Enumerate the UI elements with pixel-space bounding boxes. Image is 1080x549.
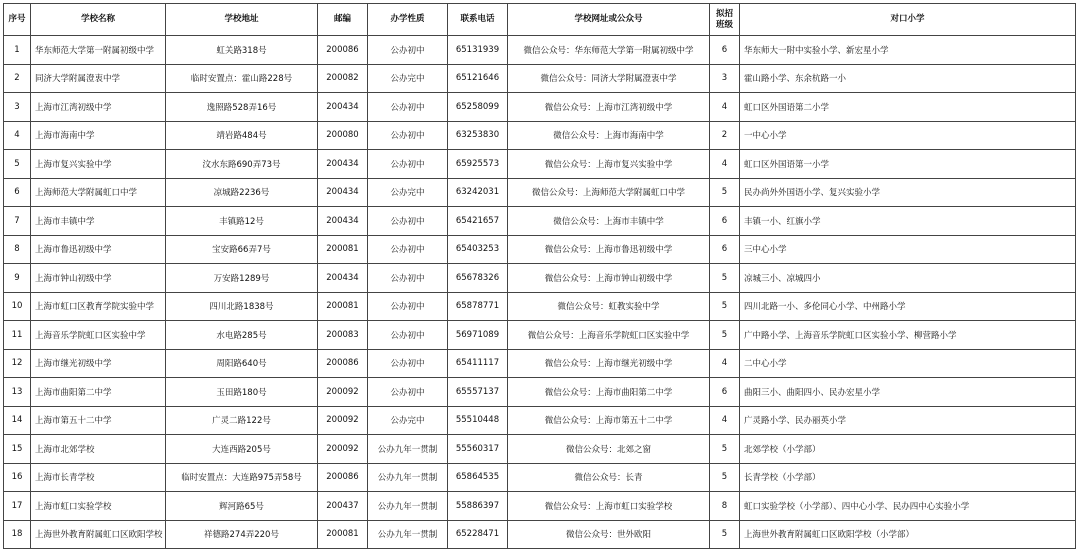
- cell-website: 微信公众号：上海音乐学院虹口区实验中学: [508, 321, 710, 350]
- cell-index: 5: [4, 150, 31, 179]
- cell-classes: 4: [710, 406, 740, 435]
- cell-primary-school: 广灵路小学、民办丽英小学: [740, 406, 1076, 435]
- cell-website: 微信公众号：上海市第五十二中学: [508, 406, 710, 435]
- cell-index: 16: [4, 463, 31, 492]
- cell-postcode: 200434: [318, 150, 368, 179]
- cell-school-type: 公办九年一贯制: [368, 435, 448, 464]
- cell-school-address: 临时安置点：霍山路228号: [166, 64, 318, 93]
- cell-website: 微信公众号：上海师范大学附属虹口中学: [508, 178, 710, 207]
- cell-phone: 65925573: [448, 150, 508, 179]
- table-row: [4, 178, 1076, 207]
- cell-index: 17: [4, 492, 31, 521]
- cell-postcode: 200092: [318, 435, 368, 464]
- cell-classes: 4: [710, 93, 740, 122]
- cell-index: 3: [4, 93, 31, 122]
- cell-primary-school: 三中心小学: [740, 235, 1076, 264]
- cell-phone: 63242031: [448, 178, 508, 207]
- cell-school-address: 虹关路318号: [166, 36, 318, 65]
- cell-primary-school: 霍山路小学、东余杭路一小: [740, 64, 1076, 93]
- cell-classes: 2: [710, 121, 740, 150]
- cell-phone: 65121646: [448, 64, 508, 93]
- table-row: [4, 378, 1076, 407]
- cell-phone: 65403253: [448, 235, 508, 264]
- cell-postcode: 200086: [318, 463, 368, 492]
- cell-index: 2: [4, 64, 31, 93]
- cell-index: 10: [4, 292, 31, 321]
- header-index: 序号: [4, 4, 31, 36]
- cell-primary-school: 虹口区外国语第一小学: [740, 150, 1076, 179]
- cell-school-type: 公办九年一贯制: [368, 463, 448, 492]
- cell-school-address: 丰镇路12号: [166, 207, 318, 236]
- header-website: 学校网址或公众号: [508, 4, 710, 36]
- table-row: [4, 264, 1076, 293]
- cell-postcode: 200086: [318, 36, 368, 65]
- table-row: [4, 292, 1076, 321]
- cell-school-address: 凉城路2236号: [166, 178, 318, 207]
- cell-school-type: 公办初中: [368, 150, 448, 179]
- cell-postcode: 200086: [318, 349, 368, 378]
- cell-phone: 65878771: [448, 292, 508, 321]
- cell-classes: 6: [710, 207, 740, 236]
- cell-classes: 5: [710, 435, 740, 464]
- cell-school-name: 上海市海南中学: [31, 121, 166, 150]
- cell-classes: 4: [710, 150, 740, 179]
- cell-school-address: 玉田路180号: [166, 378, 318, 407]
- cell-website: 微信公众号：上海市复兴实验中学: [508, 150, 710, 179]
- cell-school-type: 公办初中: [368, 264, 448, 293]
- cell-phone: 65678326: [448, 264, 508, 293]
- cell-primary-school: 四川北路一小、多伦同心小学、中州路小学: [740, 292, 1076, 321]
- cell-website: 微信公众号：上海市钟山初级中学: [508, 264, 710, 293]
- cell-classes: 6: [710, 36, 740, 65]
- table-row: [4, 321, 1076, 350]
- cell-primary-school: 虹口实验学校（小学部）、四中心小学、民办四中心实验小学: [740, 492, 1076, 521]
- cell-primary-school: 一中心小学: [740, 121, 1076, 150]
- cell-index: 6: [4, 178, 31, 207]
- cell-school-type: 公办初中: [368, 93, 448, 122]
- cell-postcode: 200434: [318, 264, 368, 293]
- table-body: [4, 36, 1076, 549]
- cell-school-type: 公办初中: [368, 235, 448, 264]
- table-row: [4, 463, 1076, 492]
- cell-postcode: 200092: [318, 406, 368, 435]
- cell-classes: 8: [710, 492, 740, 521]
- cell-postcode: 200081: [318, 520, 368, 549]
- cell-classes: 5: [710, 292, 740, 321]
- cell-primary-school: 华东师大一附中实验小学、新宏星小学: [740, 36, 1076, 65]
- cell-school-type: 公办初中: [368, 121, 448, 150]
- cell-school-type: 公办九年一贯制: [368, 492, 448, 521]
- cell-phone: 63253830: [448, 121, 508, 150]
- cell-school-address: 逸照路528弄16号: [166, 93, 318, 122]
- cell-school-address: 祥德路274弄220号: [166, 520, 318, 549]
- cell-school-name: 华东师范大学第一附属初级中学: [31, 36, 166, 65]
- cell-index: 12: [4, 349, 31, 378]
- cell-phone: 55886397: [448, 492, 508, 521]
- cell-index: 9: [4, 264, 31, 293]
- cell-school-name: 上海市鲁迅初级中学: [31, 235, 166, 264]
- cell-classes: 4: [710, 349, 740, 378]
- cell-website: 微信公众号：长青: [508, 463, 710, 492]
- cell-school-name: 上海市虹口实验学校: [31, 492, 166, 521]
- cell-school-address: 广灵二路122号: [166, 406, 318, 435]
- cell-website: 微信公众号：虹教实验中学: [508, 292, 710, 321]
- cell-school-name: 上海市钟山初级中学: [31, 264, 166, 293]
- cell-school-name: 上海世外教育附属虹口区欧阳学校: [31, 520, 166, 549]
- cell-postcode: 200081: [318, 292, 368, 321]
- cell-postcode: 200083: [318, 321, 368, 350]
- cell-website: 微信公众号：上海市继光初级中学: [508, 349, 710, 378]
- cell-postcode: 200081: [318, 235, 368, 264]
- table-row: [4, 36, 1076, 65]
- cell-index: 18: [4, 520, 31, 549]
- cell-primary-school: 虹口区外国语第二小学: [740, 93, 1076, 122]
- table-row: [4, 235, 1076, 264]
- cell-classes: 5: [710, 178, 740, 207]
- cell-school-address: 辉河路65号: [166, 492, 318, 521]
- table-row: [4, 349, 1076, 378]
- header-classes: 拟招 班级: [710, 4, 740, 36]
- school-table-container: [3, 3, 1075, 549]
- cell-school-address: 周阳路640号: [166, 349, 318, 378]
- cell-classes: 5: [710, 463, 740, 492]
- cell-website: 微信公众号：上海市虹口实验学校: [508, 492, 710, 521]
- cell-website: 微信公众号：华东师范大学第一附属初级中学: [508, 36, 710, 65]
- cell-school-address: 临时安置点：大连路975弄58号: [166, 463, 318, 492]
- cell-postcode: 200437: [318, 492, 368, 521]
- cell-phone: 55560317: [448, 435, 508, 464]
- cell-classes: 6: [710, 378, 740, 407]
- cell-website: 微信公众号：上海市曲阳第二中学: [508, 378, 710, 407]
- cell-school-name: 上海市继光初级中学: [31, 349, 166, 378]
- cell-school-name: 上海市第五十二中学: [31, 406, 166, 435]
- table-row: [4, 406, 1076, 435]
- cell-website: 微信公众号：北郊之窗: [508, 435, 710, 464]
- cell-school-type: 公办完中: [368, 64, 448, 93]
- cell-school-name: 上海市虹口区教育学院实验中学: [31, 292, 166, 321]
- cell-postcode: 200434: [318, 93, 368, 122]
- cell-phone: 65131939: [448, 36, 508, 65]
- header-phone: 联系电话: [448, 4, 508, 36]
- header-primary-school: 对口小学: [740, 4, 1076, 36]
- cell-school-name: 上海音乐学院虹口区实验中学: [31, 321, 166, 350]
- cell-school-name: 同济大学附属澄衷中学: [31, 64, 166, 93]
- cell-postcode: 200092: [318, 378, 368, 407]
- cell-school-address: 靖岩路484号: [166, 121, 318, 150]
- cell-primary-school: 长青学校（小学部）: [740, 463, 1076, 492]
- cell-school-name: 上海师范大学附属虹口中学: [31, 178, 166, 207]
- cell-website: 微信公众号：上海市江湾初级中学: [508, 93, 710, 122]
- header-school-name: 学校名称: [31, 4, 166, 36]
- cell-index: 11: [4, 321, 31, 350]
- cell-phone: 65258099: [448, 93, 508, 122]
- school-table: [3, 3, 1076, 549]
- cell-primary-school: 北郊学校（小学部）: [740, 435, 1076, 464]
- cell-postcode: 200082: [318, 64, 368, 93]
- table-row: [4, 93, 1076, 122]
- cell-postcode: 200434: [318, 207, 368, 236]
- table-row: [4, 492, 1076, 521]
- cell-primary-school: 民办尚外外国语小学、复兴实验小学: [740, 178, 1076, 207]
- header-school-type: 办学性质: [368, 4, 448, 36]
- cell-classes: 5: [710, 264, 740, 293]
- cell-school-name: 上海市丰镇中学: [31, 207, 166, 236]
- cell-classes: 5: [710, 520, 740, 549]
- cell-index: 8: [4, 235, 31, 264]
- cell-school-address: 汶水东路690弄73号: [166, 150, 318, 179]
- cell-website: 微信公众号：上海市鲁迅初级中学: [508, 235, 710, 264]
- cell-school-address: 大连西路205号: [166, 435, 318, 464]
- cell-school-type: 公办初中: [368, 321, 448, 350]
- table-row: [4, 207, 1076, 236]
- table-row: [4, 121, 1076, 150]
- cell-school-address: 水电路285号: [166, 321, 318, 350]
- cell-primary-school: 丰镇一小、红旗小学: [740, 207, 1076, 236]
- cell-phone: 65864535: [448, 463, 508, 492]
- cell-classes: 5: [710, 321, 740, 350]
- header-school-address: 学校地址: [166, 4, 318, 36]
- cell-school-address: 宝安路66弄7号: [166, 235, 318, 264]
- cell-phone: 65228471: [448, 520, 508, 549]
- cell-school-address: 四川北路1838号: [166, 292, 318, 321]
- cell-website: 微信公众号：上海市丰镇中学: [508, 207, 710, 236]
- cell-school-name: 上海市复兴实验中学: [31, 150, 166, 179]
- cell-primary-school: 曲阳三小、曲阳四小、民办宏星小学: [740, 378, 1076, 407]
- cell-school-name: 上海市江湾初级中学: [31, 93, 166, 122]
- cell-school-type: 公办完中: [368, 406, 448, 435]
- cell-school-name: 上海市北郊学校: [31, 435, 166, 464]
- cell-index: 14: [4, 406, 31, 435]
- cell-school-type: 公办初中: [368, 36, 448, 65]
- cell-primary-school: 二中心小学: [740, 349, 1076, 378]
- cell-postcode: 200434: [318, 178, 368, 207]
- cell-index: 4: [4, 121, 31, 150]
- header-postcode: 邮编: [318, 4, 368, 36]
- cell-school-name: 上海市长青学校: [31, 463, 166, 492]
- cell-school-type: 公办初中: [368, 378, 448, 407]
- table-header-row: [4, 4, 1076, 36]
- cell-index: 1: [4, 36, 31, 65]
- table-row: [4, 150, 1076, 179]
- cell-phone: 65421657: [448, 207, 508, 236]
- cell-index: 7: [4, 207, 31, 236]
- cell-website: 微信公众号：同济大学附属澄衷中学: [508, 64, 710, 93]
- cell-school-type: 公办完中: [368, 178, 448, 207]
- cell-website: 微信公众号：上海市海南中学: [508, 121, 710, 150]
- cell-phone: 56971089: [448, 321, 508, 350]
- cell-index: 13: [4, 378, 31, 407]
- cell-school-type: 公办初中: [368, 207, 448, 236]
- cell-school-type: 公办初中: [368, 292, 448, 321]
- cell-school-type: 公办九年一贯制: [368, 520, 448, 549]
- cell-phone: 65557137: [448, 378, 508, 407]
- cell-school-address: 万安路1289号: [166, 264, 318, 293]
- table-row: [4, 64, 1076, 93]
- cell-classes: 3: [710, 64, 740, 93]
- cell-index: 15: [4, 435, 31, 464]
- cell-primary-school: 广中路小学、上海音乐学院虹口区实验小学、柳营路小学: [740, 321, 1076, 350]
- table-row: [4, 520, 1076, 549]
- cell-phone: 55510448: [448, 406, 508, 435]
- cell-website: 微信公众号：世外欧阳: [508, 520, 710, 549]
- cell-school-type: 公办初中: [368, 349, 448, 378]
- cell-phone: 65411117: [448, 349, 508, 378]
- cell-postcode: 200080: [318, 121, 368, 150]
- cell-primary-school: 上海世外教育附属虹口区欧阳学校（小学部）: [740, 520, 1076, 549]
- cell-primary-school: 凉城三小、凉城四小: [740, 264, 1076, 293]
- cell-classes: 6: [710, 235, 740, 264]
- table-row: [4, 435, 1076, 464]
- cell-school-name: 上海市曲阳第二中学: [31, 378, 166, 407]
